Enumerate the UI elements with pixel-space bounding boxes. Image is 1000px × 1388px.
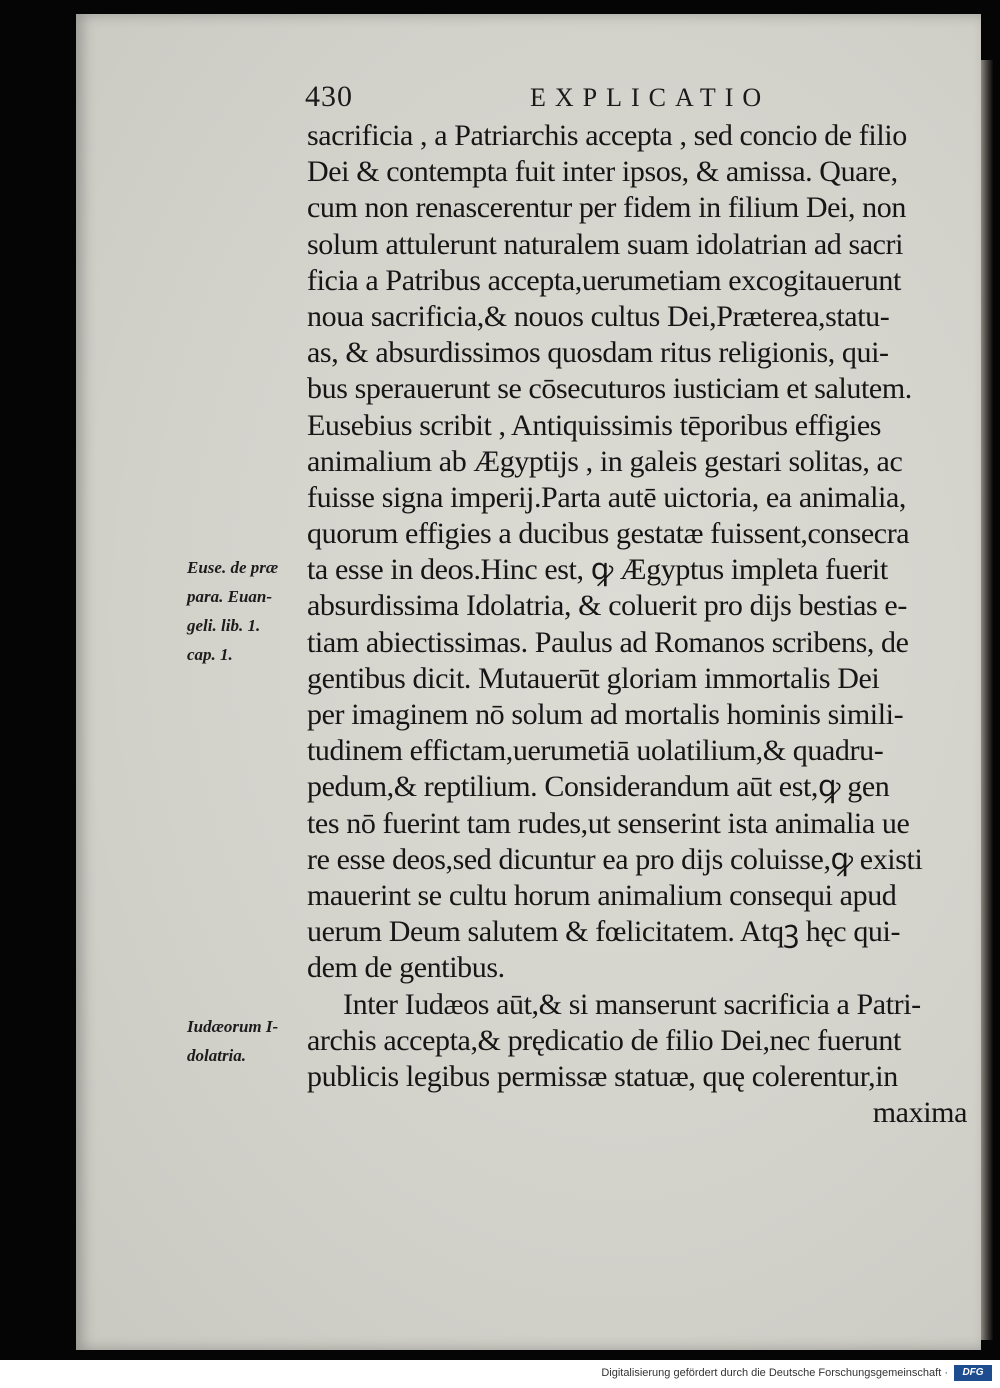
paragraph-start-line: Inter Iudæos aūt,& si manserunt sacrificia a Patri-: [343, 987, 921, 1021]
running-head: EXPLICATIO: [530, 83, 771, 112]
page-edge: [981, 60, 993, 1340]
text-line: ficia a Patribus accepta,uerumetiam excogitauerunt: [307, 263, 901, 297]
text-line: fuisse signa imperij.Parta autē uictoria, ea animalia,: [307, 480, 907, 514]
margin-note-line: dolatria.: [187, 1046, 247, 1065]
text-line: Dei & contempta fuit inter ipsos, & amissa. Quare,: [307, 155, 898, 189]
text-line: gentibus dicit. Mutauerūt gloriam immortalis Dei: [307, 661, 880, 695]
text-line: Eusebius scribit , Antiquissimis tēporibus effigies: [307, 408, 882, 442]
footer-bar: [0, 1360, 1000, 1388]
text-line: per imaginem nō solum ad mortalis hominis simili-: [307, 698, 904, 731]
text-line: sacrificia , a Patriarchis accepta , sed concio de filio: [307, 119, 907, 152]
text-line: archis accepta,& prędicatio de filio Dei,nec fuerunt: [307, 1023, 901, 1057]
text-line: solum attulerunt naturalem suam idolatrian ad sacri: [307, 227, 904, 261]
text-line: publicis legibus permissæ statuæ, quę colerentur,in: [307, 1059, 898, 1093]
text-line: as, & absurdissimos quosdam ritus religionis, qui-: [307, 336, 889, 370]
text-line: animalium ab Ægyptijs , in galeis gestari solitas, ac: [307, 444, 903, 478]
body-text: [307, 118, 969, 1131]
text-line: mauerint se cultu horum animalium consequi apud: [307, 878, 897, 912]
text-line: cum non renascerentur per fidem in filium Dei, non: [307, 191, 906, 225]
margin-note-line: Euse. de præ: [187, 558, 279, 577]
page-number: 430: [305, 80, 353, 113]
text-line: bus sperauerunt se cōsecuturos iusticiam et salutem.: [307, 372, 912, 406]
footer-credit: Digitalisierung gefördert durch die Deutsche Forschungsgemeinschaft ·: [601, 1367, 948, 1379]
margin-note-line: cap. 1.: [187, 645, 233, 664]
text-line: pedum,& reptilium. Considerandum aūt est,ꝙ gen: [307, 770, 890, 804]
text-line: ta esse in deos.Hinc est, ꝙ Ægyptus impleta fuerit: [307, 553, 888, 587]
text-line: uerum Deum salutem & fœlicitatem. Atqꝫ hęc qui-: [307, 915, 901, 949]
text-line: dem de gentibus.: [307, 951, 505, 985]
margin-note-eusebius: [187, 553, 278, 669]
margin-note-line: para. Euan-: [187, 587, 273, 606]
margin-note-iudaeorum: [187, 1012, 278, 1070]
text-line: noua sacrificia,& nouos cultus Dei,Præterea,statu-: [307, 299, 890, 333]
text-line: quorum effigies a ducibus gestatæ fuissent,consecra: [307, 517, 910, 551]
text-line: re esse deos,sed dicuntur ea pro dijs coluisse,ꝙ existi: [307, 842, 923, 876]
text-line: absurdissima Idolatria, & coluerit pro dijs bestias e-: [307, 589, 907, 623]
text-line: tudinem effictam,uerumetiā uolatilium,& quadru-: [307, 734, 884, 768]
margin-note-line: geli. lib. 1.: [187, 616, 261, 635]
text-line: tes nō fuerint tam rudes,ut senserint ista animalia ue: [307, 806, 910, 840]
margin-note-line: Iudæorum I-: [187, 1017, 279, 1036]
text-line: tiam abiectissimas. Paulus ad Romanos scribens, de: [307, 625, 909, 659]
catchword: maxima: [872, 1096, 967, 1130]
dfg-logo-icon: DFG: [954, 1365, 992, 1381]
